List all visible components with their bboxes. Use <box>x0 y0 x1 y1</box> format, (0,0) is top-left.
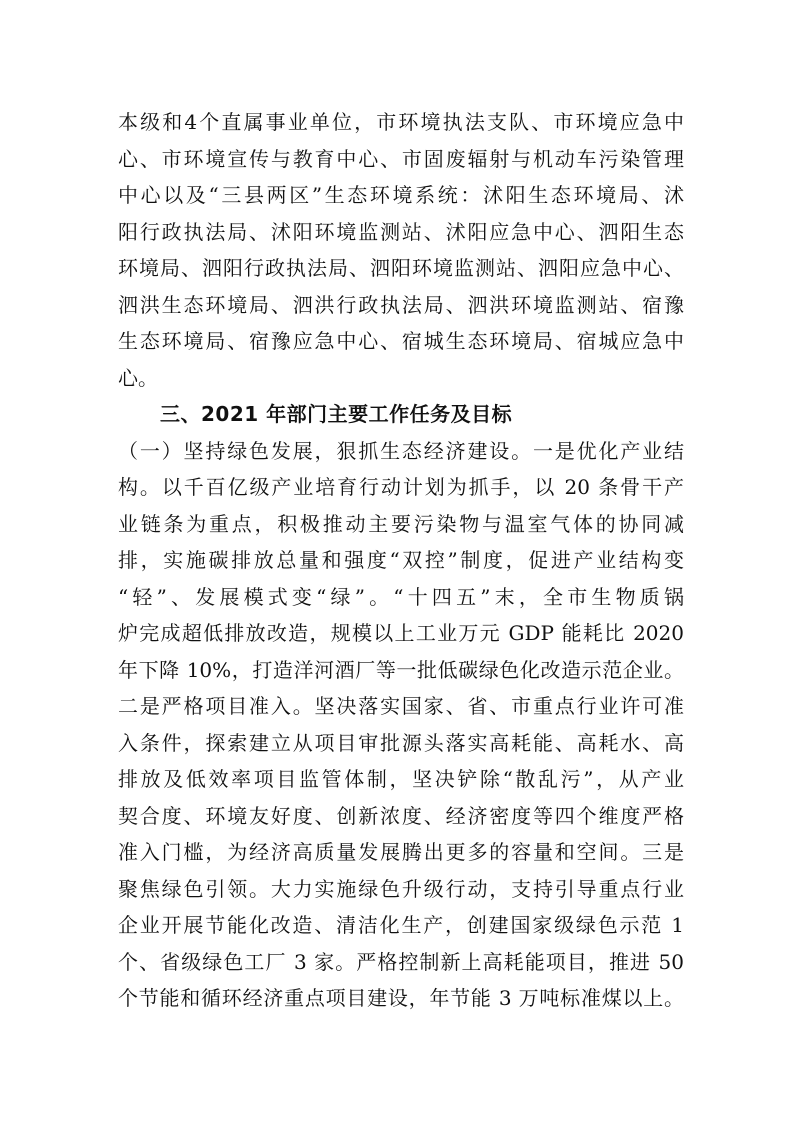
paragraph-line: 个、省级绿色工厂 3 家。严格控制新上高耗能项目，推进 50 <box>118 949 684 974</box>
paragraph-line: 心、市环境宣传与教育中心、市固废辐射与机动车污染管理 <box>118 146 684 171</box>
paragraph-line: 泗洪生态环境局、泗洪行政执法局、泗洪环境监测站、宿豫 <box>118 292 684 317</box>
paragraph-line: 准入门槛，为经济高质量发展腾出更多的容量和空间。三是 <box>118 840 684 864</box>
paragraph-line: 契合度、环境友好度、创新浓度、经济密度等四个维度严格 <box>118 803 684 828</box>
paragraph-line: 心。 <box>118 365 158 390</box>
paragraph-line: 二是严格项目准入。坚决落实国家、省、市重点行业许可准 <box>118 694 684 718</box>
paragraph-line: 个节能和循环经济重点项目建设，年节能 3 万吨标准煤以上。 <box>118 986 684 1010</box>
paragraph-line: 排，实施碳排放总量和强度“双控”制度，促进产业结构变 <box>118 548 684 572</box>
paragraph-line: 本级和4个直属事业单位，市环境执法支队、市环境应急中 <box>118 110 684 134</box>
paragraph-line: 聚焦绿色引领。大力实施绿色升级行动，支持引导重点行业 <box>118 876 684 901</box>
paragraph-line: 炉完成超低排放改造，规模以上工业万元 GDP 能耗比 2020 <box>118 621 684 645</box>
section-heading: 三、2021 年部门主要工作任务及目标 <box>160 402 513 426</box>
paragraph-line: 环境局、泗阳行政执法局、泗阳环境监测站、泗阳应急中心、 <box>118 256 684 280</box>
paragraph-line: 入条件，探索建立从项目审批源头落实高耗能、高耗水、高 <box>118 730 684 755</box>
document-body <box>118 104 684 1017</box>
paragraph-line: 生态环境局、宿豫应急中心、宿城生态环境局、宿城应急中 <box>118 329 684 353</box>
paragraph-line: 业链条为重点，积极推动主要污染物与温室气体的协同减 <box>118 511 684 536</box>
paragraph-line: 年下降 10%，打造洋河酒厂等一批低碳绿色化改造示范企业。 <box>118 657 684 682</box>
paragraph-line: 中心以及“三县两区”生态环境系统：沭阳生态环境局、沭 <box>118 183 684 207</box>
paragraph-line: 排放及低效率项目监管体制，坚决铲除“散乱污”，从产业 <box>118 767 684 791</box>
paragraph-line: 阳行政执法局、沭阳环境监测站、沭阳应急中心、泗阳生态 <box>118 219 684 244</box>
paragraph-line: （一）坚持绿色发展，狠抓生态经济建设。一是优化产业结 <box>118 438 684 463</box>
paragraph-line: 构。以千百亿级产业培育行动计划为抓手，以 20 条骨干产 <box>118 475 684 499</box>
paragraph-line: 企业开展节能化改造、清洁化生产，创建国家级绿色示范 1 <box>118 913 684 937</box>
paragraph-line: “轻”、发展模式变“绿”。“十四五”末，全市生物质锅 <box>118 584 684 609</box>
